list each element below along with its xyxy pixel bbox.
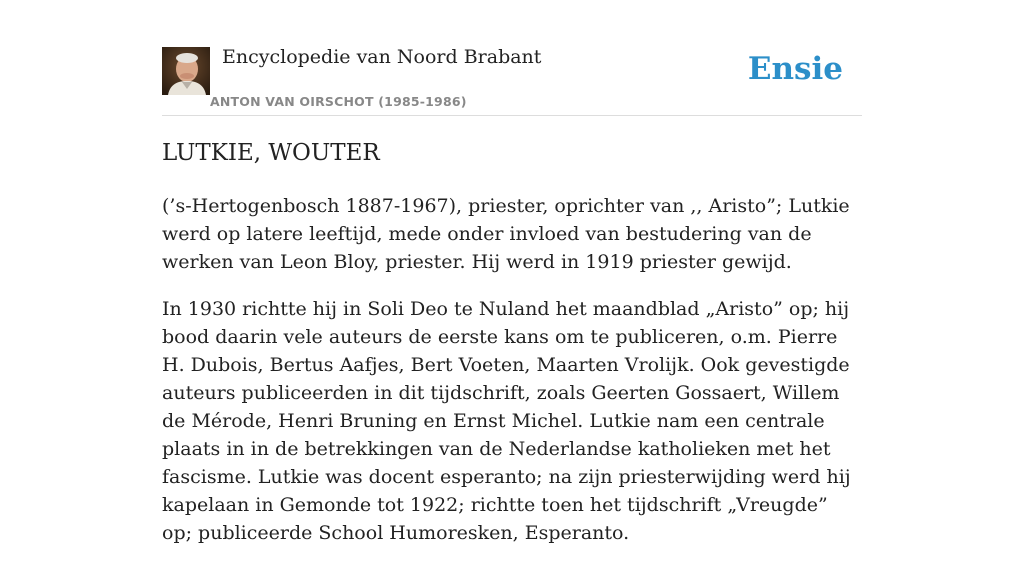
article-body xyxy=(162,192,862,566)
article-title: LUTKIE, WOUTER xyxy=(162,140,380,166)
article-paragraph: In 1930 richtte hij in Soli Deo te Nuland het maandblad „Aristo” op; hij bood daarin vele auteurs de eerste kans om te publiceren, o.m. Pierre H. Dubois, Bertus Aafjes, Bert Voeten, Maarten Vrolijk. Ook gevestigde auteurs publiceerden in dit tijdschrift, zoals Geerten Gossaert, Willem de Mérode, Henri Bruning en Ernst Michel. Lutkie nam een centrale plaats in in de betrekkingen van de Nederlandse katholieken met het fascisme. Lutkie was docent esperanto; na zijn priesterwijding werd hij kapelaan in Gemonde tot 1922; richtte toen het tijdschrift „Vreugde” op; publiceerde School Humoresken, Esperanto. xyxy=(162,298,851,544)
author-avatar[interactable] xyxy=(162,47,210,95)
ensie-logo[interactable]: Ensie xyxy=(747,51,843,87)
page xyxy=(162,0,862,544)
avatar-photo xyxy=(162,47,210,95)
source-title[interactable]: Encyclopedie van Noord Brabant xyxy=(222,46,542,68)
author-name[interactable]: ANTON VAN OIRSCHOT (1985-1986) xyxy=(210,94,467,109)
header xyxy=(162,0,862,116)
article-paragraph: (’s-Hertogenbosch 1887-1967), priester, oprichter van ,, Aristo”; Lutkie werd op latere leeftijd, mede onder invloed van bestudering van de werken van Leon Bloy, priester. Hij werd in 1919 priester gewijd. xyxy=(162,195,850,273)
